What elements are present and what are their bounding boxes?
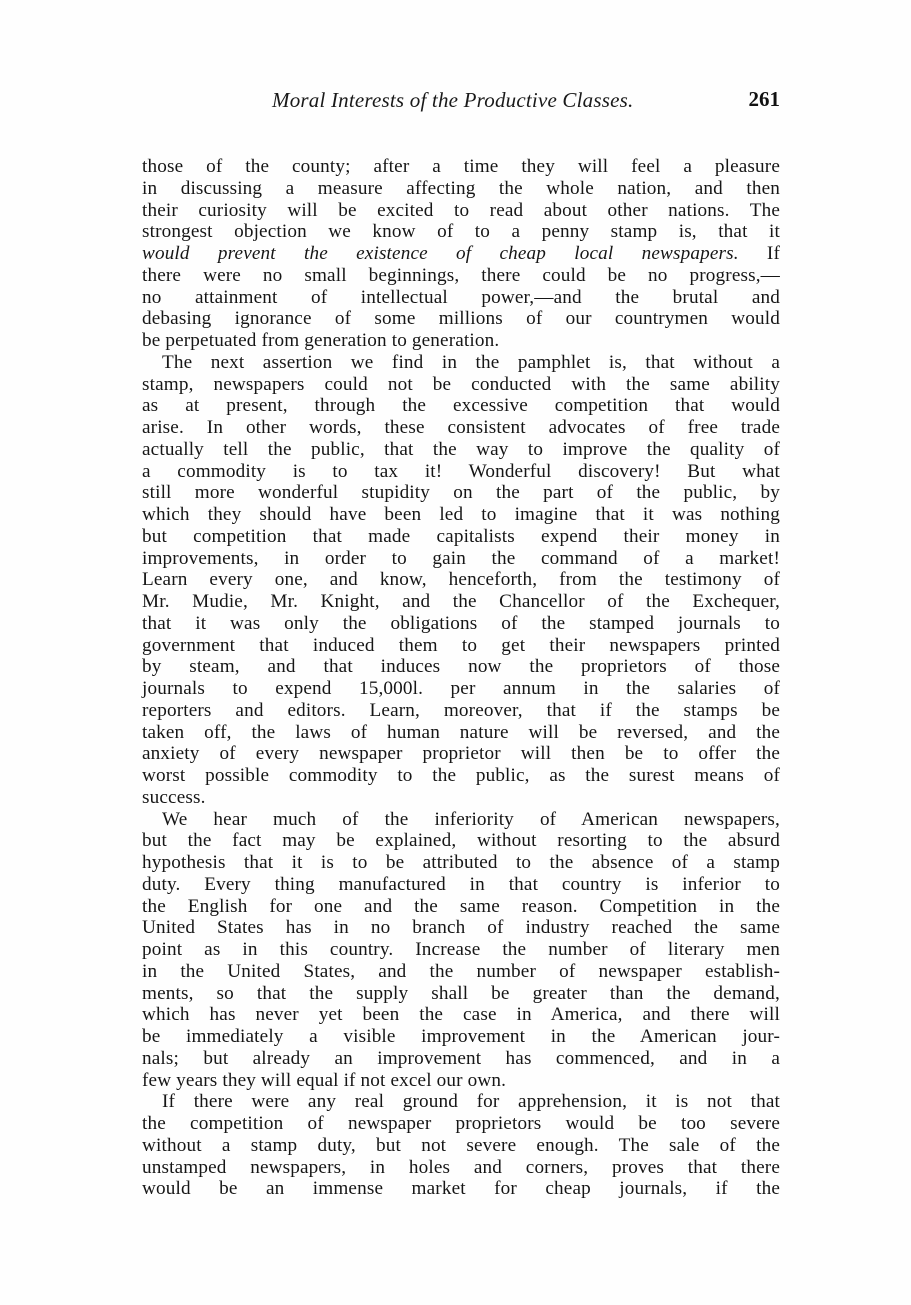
text-line: still more wonderful stupidity on the part of the public, by <box>142 482 780 504</box>
text-line: a commodity is to tax it! Wonderful discovery! But what <box>142 460 780 482</box>
text-line: Mr. Mudie, Mr. Knight, and the Chancellor of the Exchequer, <box>142 591 780 612</box>
text-line: government that induced them to get their newspapers printed <box>142 634 780 656</box>
paragraph-first-line: We hear much of the inferiority of American newspapers, <box>162 808 780 830</box>
text-line: be perpetuated from generation to generation. <box>142 330 500 351</box>
running-title: Moral Interests of the Productive Classes. <box>272 88 634 112</box>
text-line: point as in this country. Increase the number of literary men <box>142 939 780 960</box>
paragraph-first-line: If there were any real ground for apprehension, it is not that <box>162 1091 780 1113</box>
text-line: improvements, in order to gain the command of a market! <box>142 547 780 569</box>
text-line: their curiosity will be excited to read about other nations. The <box>142 199 780 221</box>
text-line: would prevent the existence of cheap local newspapers. If <box>142 243 781 264</box>
text-line: actually tell the public, that the way to improve the quality of <box>142 438 780 460</box>
text-line: debasing ignorance of some millions of our countrymen would <box>142 308 780 330</box>
text-line: duty. Every thing manufactured in that country is inferior to <box>142 873 780 895</box>
text-line: there were no small beginnings, there could be no progress,— <box>142 264 780 286</box>
text-line: nals; but already an improvement has commenced, and in a <box>142 1047 780 1069</box>
text-line: few years they will equal if not excel our own. <box>142 1069 507 1091</box>
text-line: taken off, the laws of human nature will be reversed, and the <box>142 721 780 743</box>
text-line: hypothesis that it is to be attributed to the absence of a stamp <box>142 852 780 873</box>
text-line: but the fact may be explained, without resorting to the absurd <box>142 830 780 852</box>
text-line: no attainment of intellectual power,—and the brutal and <box>142 286 780 308</box>
text-line: without a stamp duty, but not severe enough. The sale of the <box>142 1134 780 1156</box>
body-text <box>142 156 780 1200</box>
text-line: in the United States, and the number of newspaper establish- <box>142 960 780 982</box>
text-line: United States has in no branch of industry reached the same <box>142 917 780 939</box>
text-line: by steam, and that induces now the proprietors of those <box>142 656 780 678</box>
text-line: which they should have been led to imagine that it was nothing <box>142 504 780 525</box>
text-line: success. <box>142 786 206 808</box>
text-line: worst possible commodity to the public, as the surest means of <box>142 765 780 786</box>
text-line: which has never yet been the case in America, and there will <box>142 1004 780 1026</box>
running-header <box>142 88 780 116</box>
text-line: in discussing a measure affecting the whole nation, and then <box>142 177 780 199</box>
text-line: but competition that made capitalists expend their money in <box>142 525 780 547</box>
page-number: 261 <box>748 87 780 111</box>
text-line: that it was only the obligations of the stamped journals to <box>142 612 780 634</box>
text-line: strongest objection we know of to a penny stamp is, that it <box>142 221 780 243</box>
text-line: arise. In other words, these consistent advocates of free trade <box>142 417 780 438</box>
text-line: would be an immense market for cheap journals, if the <box>142 1178 780 1200</box>
text-line: ments, so that the supply shall be greater than the demand, <box>142 982 780 1004</box>
text-line: Learn every one, and know, henceforth, from the testimony of <box>142 569 780 591</box>
text-line: unstamped newspapers, in holes and corners, proves that there <box>142 1156 780 1178</box>
text-line: stamp, newspapers could not be conducted with the same ability <box>142 373 780 395</box>
text-line: the English for one and the same reason. Competition in the <box>142 895 780 917</box>
paragraph-first-line: The next assertion we find in the pamphlet is, that without a <box>162 351 780 373</box>
italic-phrase: would prevent the existence of cheap local newspapers. <box>142 243 739 264</box>
text-line: the competition of newspaper proprietors would be too severe <box>142 1113 780 1134</box>
text-line: journals to expend 15,000l. per annum in the salaries of <box>142 678 780 699</box>
text-line: as at present, through the excessive competition that would <box>142 395 780 417</box>
text-line: anxiety of every newspaper proprietor will then be to offer the <box>142 743 780 765</box>
text-line: reporters and editors. Learn, moreover, that if the stamps be <box>142 699 780 721</box>
text-line: those of the county; after a time they will feel a pleasure <box>142 156 780 177</box>
text-line: be immediately a visible improvement in the American jour- <box>142 1026 780 1047</box>
